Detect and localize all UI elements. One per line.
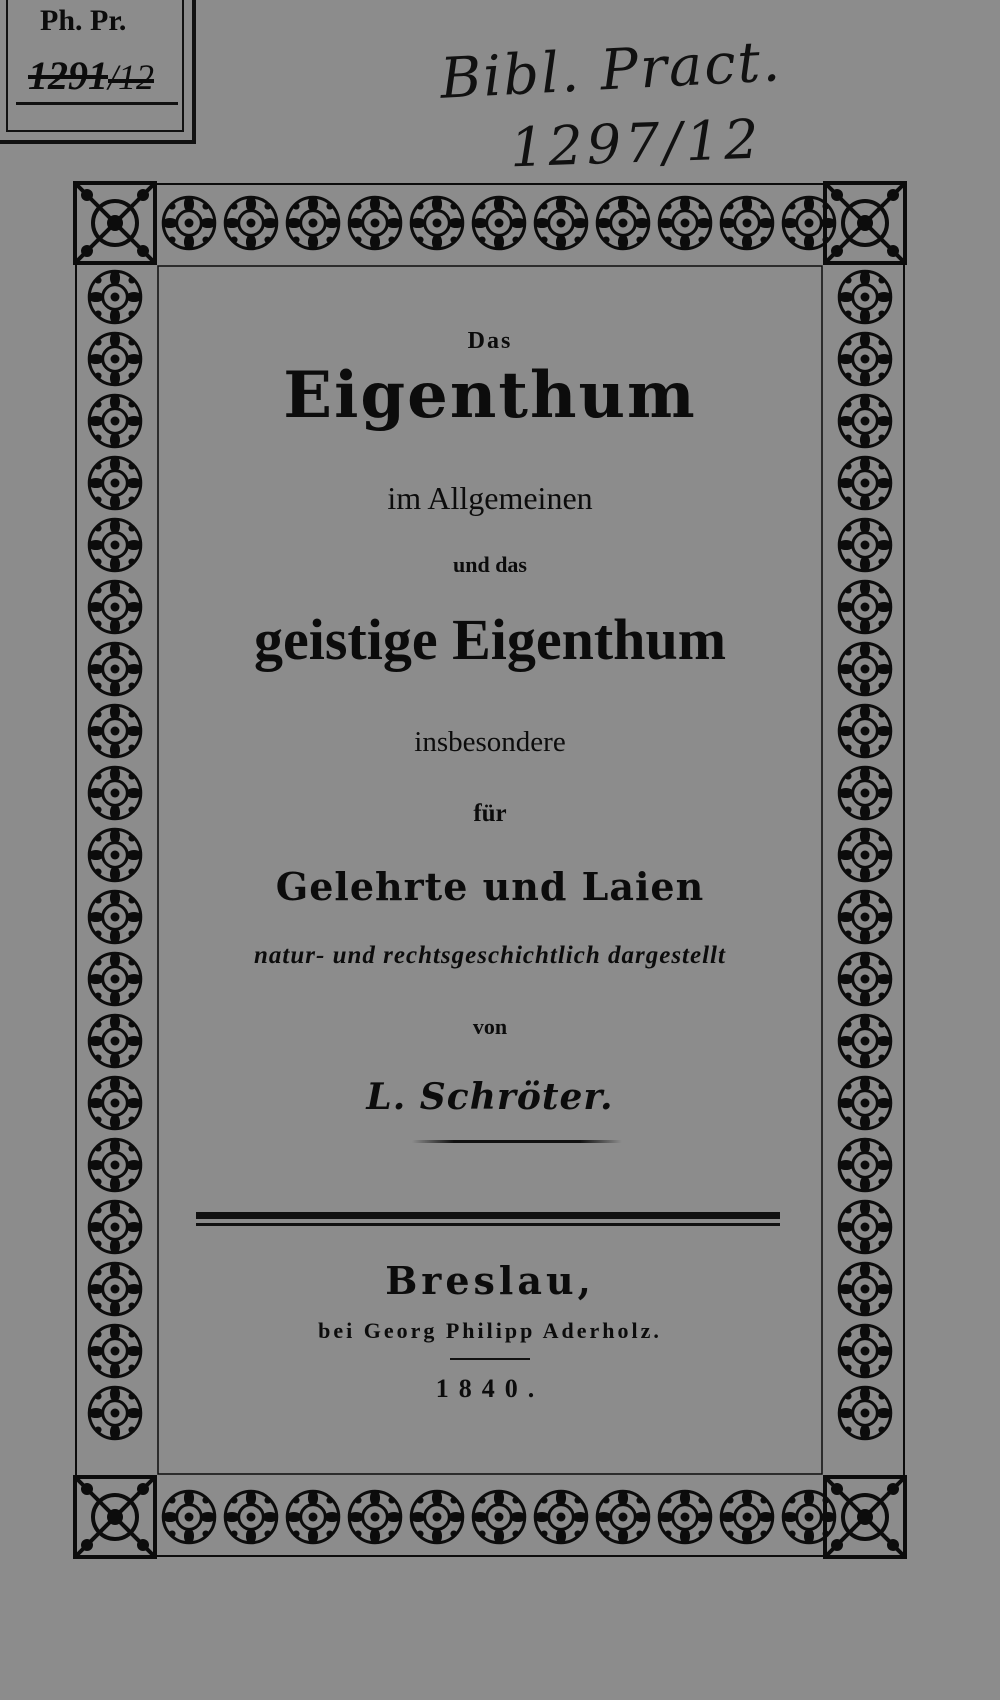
double-rule-thick (196, 1212, 780, 1219)
border-motif-right (838, 270, 892, 324)
handwritten-call-number-line2: 1297/12 (508, 107, 764, 180)
shelf-mark-suffix: /12 (108, 57, 155, 97)
border-motif-right (838, 1200, 892, 1254)
border-motif-bottom (596, 1490, 650, 1544)
title-eigenthum: Eigenthum (283, 358, 697, 433)
border-motif-top (162, 196, 216, 250)
subtitle-insbesondere: insbesondere (414, 726, 566, 758)
border-motif-left (88, 456, 142, 510)
subtitle-gelehrte-und-laien: Gelehrte und Laien (275, 864, 705, 909)
shelf-mark-number: 1291 (28, 53, 108, 98)
subtitle-allgemeinen: im Allgemeinen (387, 480, 593, 516)
border-motif-right (838, 1138, 892, 1192)
imprint-year: 1840. (435, 1374, 545, 1403)
border-motif-left (88, 332, 142, 386)
shelf-mark-line1: Ph. Pr. (40, 4, 127, 37)
border-motif-top (658, 196, 712, 250)
border-motif-left (88, 270, 142, 324)
border-motif-top (348, 196, 402, 250)
imprint-publisher: bei Georg Philipp Aderholz. (318, 1318, 662, 1343)
border-corner-bottom-left (75, 1477, 155, 1557)
shelf-mark-suffix-number: 12 (118, 57, 155, 97)
border-motif-left (88, 704, 142, 758)
imprint-city: Breslau, (385, 1258, 595, 1303)
border-motif-left (88, 518, 142, 572)
border-motif-left (88, 1386, 142, 1440)
border-motif-right (838, 704, 892, 758)
border-corner-top-left (75, 183, 155, 263)
border-motif-bottom (162, 1490, 216, 1544)
imprint-rule (450, 1358, 530, 1360)
author-name: L. Schröter. (366, 1076, 614, 1118)
border-motif-bottom (720, 1490, 774, 1544)
border-motif-left (88, 1200, 142, 1254)
border-motif-bottom (348, 1490, 402, 1544)
border-motif-left (88, 642, 142, 696)
border-motif-right (838, 890, 892, 944)
border-motif-left (88, 1014, 142, 1068)
border-motif-top (472, 196, 526, 250)
border-motif-left (88, 766, 142, 820)
border-corner-top-right (825, 183, 905, 263)
border-motif-right (838, 1324, 892, 1378)
border-motif-top (224, 196, 278, 250)
border-motif-left (88, 1076, 142, 1130)
border-motif-left (88, 1324, 142, 1378)
border-motif-right (838, 1262, 892, 1316)
border-motif-bottom (224, 1490, 278, 1544)
border-motif-top (720, 196, 774, 250)
author-rule (412, 1140, 622, 1143)
border-corner-bottom-right (825, 1477, 905, 1557)
double-rule-thin (196, 1223, 780, 1226)
border-motif-top (286, 196, 340, 250)
byline-von: von (472, 1014, 508, 1039)
title-das: Das (467, 328, 513, 354)
border-motif-right (838, 766, 892, 820)
border-motif-right (838, 952, 892, 1006)
border-motif-top (782, 196, 836, 250)
border-motif-right (838, 456, 892, 510)
double-rule-divider (196, 1212, 780, 1226)
border-motif-left (88, 394, 142, 448)
subtitle-natur-rechtsgeschichtlich: natur- und rechtsgeschichtlich dargestellt (254, 942, 726, 969)
border-motif-left (88, 890, 142, 944)
handwritten-call-number-line1: Bibl. Pract. (438, 29, 784, 112)
shelf-mark-line2 (28, 52, 154, 99)
border-motif-top (534, 196, 588, 250)
border-motif-right (838, 394, 892, 448)
border-motif-left (88, 1138, 142, 1192)
border-motif-bottom (286, 1490, 340, 1544)
border-motif-left (88, 952, 142, 1006)
border-motif-right (838, 580, 892, 634)
border-motif-bottom (534, 1490, 588, 1544)
border-motif-right (838, 1014, 892, 1068)
shelf-mark-label (0, 0, 196, 144)
subtitle-und-das: und das (452, 552, 527, 577)
border-motif-left (88, 580, 142, 634)
border-motif-bottom (658, 1490, 712, 1544)
border-motif-left (88, 1262, 142, 1316)
border-motif-bottom (782, 1490, 836, 1544)
border-motif-right (838, 642, 892, 696)
shelf-mark-rule (16, 102, 178, 105)
border-motif-top (596, 196, 650, 250)
title-geistige-eigenthum: geistige Eigenthum (253, 607, 727, 672)
border-motif-left (88, 828, 142, 882)
border-motif-right (838, 828, 892, 882)
border-motif-right (838, 1386, 892, 1440)
border-motif-right (838, 518, 892, 572)
border-motif-right (838, 332, 892, 386)
border-motif-bottom (410, 1490, 464, 1544)
border-motif-right (838, 1076, 892, 1130)
border-motif-bottom (472, 1490, 526, 1544)
subtitle-fur: für (473, 800, 507, 827)
border-motif-top (410, 196, 464, 250)
